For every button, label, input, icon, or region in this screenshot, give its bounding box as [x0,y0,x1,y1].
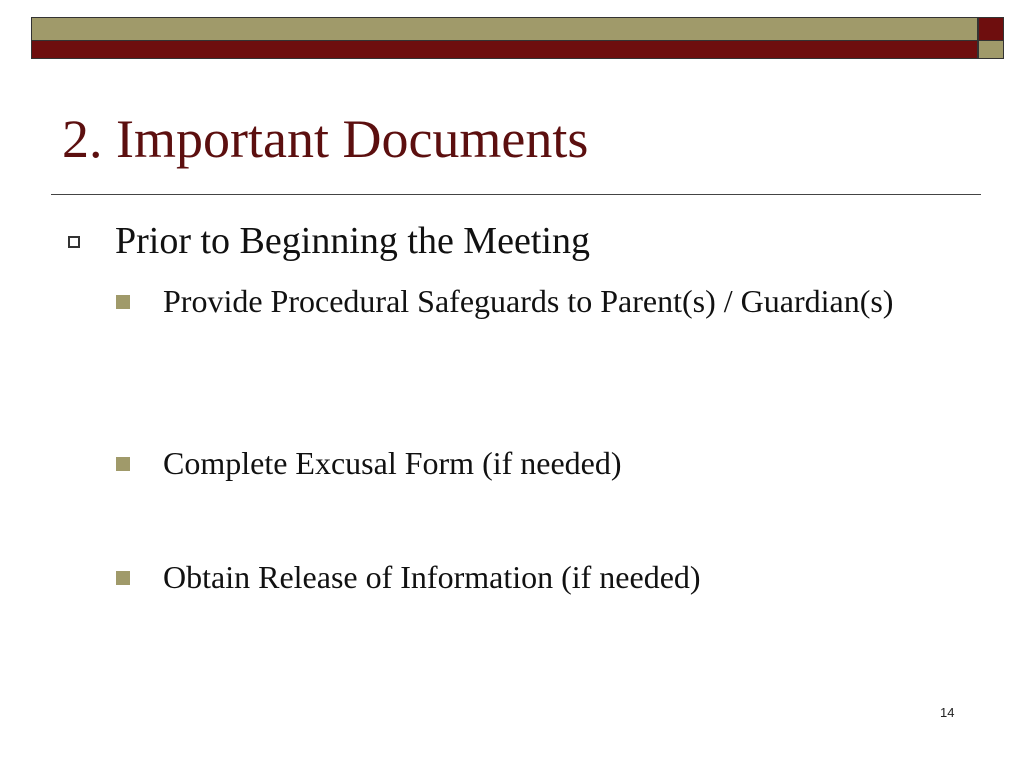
filled-square-bullet-icon [116,571,130,585]
page-number: 14 [940,705,955,720]
bullet-level1-text: Prior to Beginning the Meeting [115,220,590,262]
bullet-level2-text: Complete Excusal Form (if needed) [163,445,622,481]
filled-square-bullet-icon [116,457,130,471]
bullet-level2-text: Obtain Release of Information (if needed) [163,559,701,595]
bullet-level2-text: Provide Procedural Safeguards to Parent(s) / Guardian(s) [163,283,894,319]
hollow-square-bullet-icon [68,236,80,248]
slide-title: 2. Important Documents [62,109,589,169]
filled-square-bullet-icon [116,295,130,309]
